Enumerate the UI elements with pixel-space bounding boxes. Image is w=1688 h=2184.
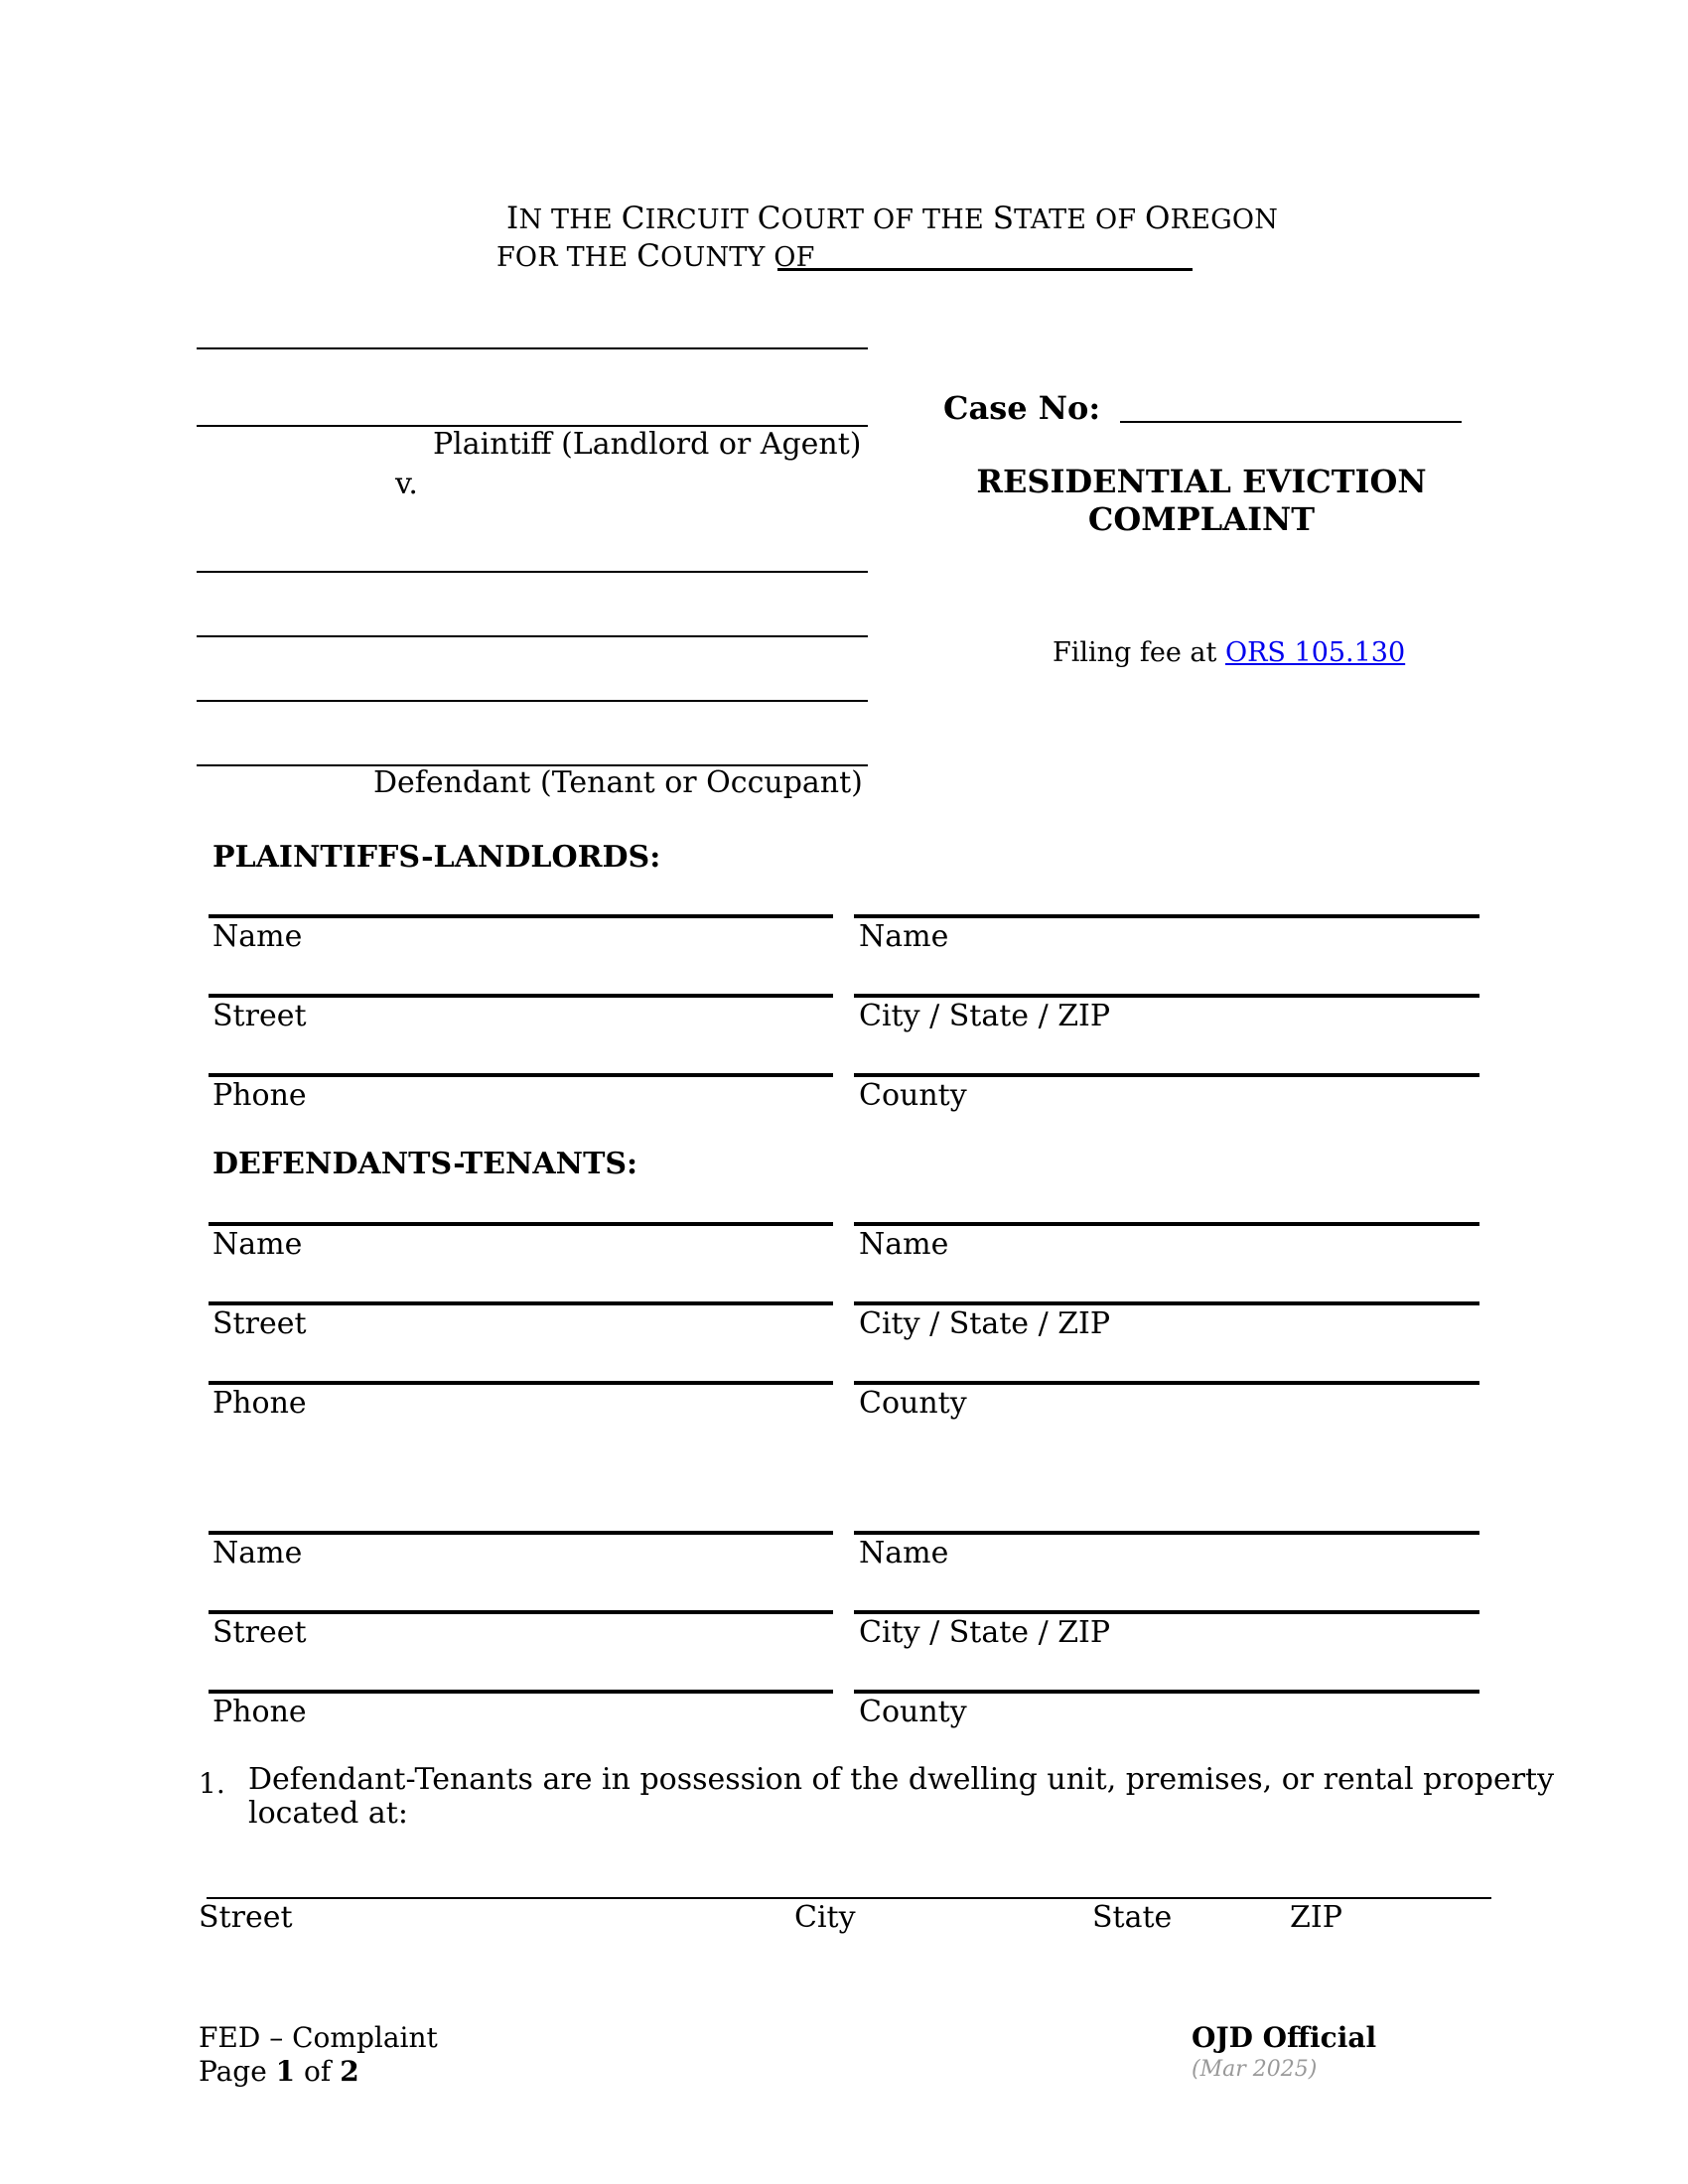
item1-text-line-1: Defendant-Tenants are in possession of the dwelling unit, premises, or rental property — [248, 1762, 1555, 1797]
document-title-line-1: RESIDENTIAL EVICTION — [976, 463, 1427, 500]
defendant2-county-label: County — [859, 1695, 967, 1729]
plaintiff-city-label: City / State / ZIP — [859, 999, 1111, 1033]
defendant2-name-label: Name — [212, 1536, 303, 1570]
plaintiff-name-line-1[interactable] — [197, 347, 868, 349]
defendant2-name-line-right[interactable] — [854, 1531, 1479, 1535]
plaintiffs-heading: PLAINTIFFS-LANDLORDS: — [212, 840, 661, 875]
page-current: 1 — [275, 2055, 296, 2088]
footer-right — [1192, 2021, 1376, 2085]
court-header-initial: O — [1145, 201, 1171, 236]
defendant1-county-label: County — [859, 1386, 967, 1421]
plaintiff-name-line[interactable] — [209, 914, 833, 918]
item1-number: 1. — [199, 1767, 225, 1800]
defendant1-street-line[interactable] — [209, 1301, 833, 1305]
document-title-line-2: COMPLAINT — [1087, 500, 1316, 538]
court-header-text: OURT OF THE — [780, 205, 993, 235]
footer-form-name: FED – Complaint — [199, 2021, 438, 2054]
defendant1-name-label-right: Name — [859, 1227, 949, 1262]
plaintiff-label: Plaintiff (Landlord or Agent) — [433, 427, 862, 462]
court-header-line2 — [496, 238, 815, 274]
plaintiff-phone-label: Phone — [212, 1078, 307, 1113]
defendant2-phone-line[interactable] — [209, 1690, 833, 1694]
item1-text — [248, 1763, 1554, 1831]
plaintiff-name-line-right[interactable] — [854, 914, 1479, 918]
defendant1-street-label: Street — [212, 1306, 307, 1341]
plaintiff-street-line[interactable] — [209, 994, 833, 998]
page-of: of — [295, 2055, 341, 2088]
plaintiff-street-label: Street — [212, 999, 307, 1033]
court-header-text: REGON — [1170, 205, 1279, 235]
filing-fee-note — [1053, 637, 1405, 668]
ors-link[interactable]: ORS 105.130 — [1224, 637, 1406, 668]
defendant2-name-label-right: Name — [859, 1536, 949, 1570]
plaintiff-phone-line[interactable] — [209, 1073, 833, 1077]
plaintiff-city-line[interactable] — [854, 994, 1479, 998]
defendant1-city-line[interactable] — [854, 1301, 1479, 1305]
defendant2-phone-label: Phone — [212, 1695, 307, 1729]
item1-text-line-2: located at: — [248, 1796, 408, 1831]
defendant2-street-label: Street — [212, 1615, 307, 1650]
property-address-line[interactable] — [207, 1897, 1491, 1899]
defendant1-name-label: Name — [212, 1227, 303, 1262]
defendant2-city-label: City / State / ZIP — [859, 1615, 1111, 1650]
county-prefix: FOR THE — [496, 242, 637, 273]
footer-date: (Mar 2025) — [1192, 2057, 1318, 2082]
footer-left — [199, 2021, 438, 2089]
court-header-initial: S — [992, 201, 1015, 236]
plaintiff-name-label: Name — [212, 919, 303, 954]
footer-official: OJD Official — [1192, 2021, 1377, 2054]
plaintiff-county-label: County — [859, 1078, 967, 1113]
court-header-line1 — [506, 201, 1278, 236]
defendant2-city-line[interactable] — [854, 1610, 1479, 1614]
document-title — [953, 463, 1450, 538]
versus-label: v. — [395, 467, 418, 501]
court-header-initial: I — [506, 201, 519, 236]
case-number-input-line[interactable] — [1120, 421, 1462, 423]
defendant1-name-line[interactable] — [209, 1222, 833, 1226]
defendant1-county-line[interactable] — [854, 1381, 1479, 1385]
defendant1-name-line-right[interactable] — [854, 1222, 1479, 1226]
defendant2-street-line[interactable] — [209, 1610, 833, 1614]
defendant-name-line-1[interactable] — [197, 571, 868, 573]
property-street-label: Street — [199, 1900, 293, 1935]
defendant1-city-label: City / State / ZIP — [859, 1306, 1111, 1341]
page-prefix: Page — [199, 2055, 276, 2088]
defendants-heading: DEFENDANTS-TENANTS: — [212, 1147, 638, 1181]
case-number-label: Case No: — [943, 389, 1101, 427]
defendant-name-line-2[interactable] — [197, 635, 868, 637]
plaintiff-name-label-right: Name — [859, 919, 949, 954]
court-header-initial: C — [621, 201, 645, 236]
property-city-label: City — [794, 1900, 856, 1935]
county-label: OUNTY OF — [660, 242, 815, 273]
defendant2-county-line[interactable] — [854, 1690, 1479, 1694]
court-header-initial: C — [757, 201, 781, 236]
defendant1-phone-label: Phone — [212, 1386, 307, 1421]
page-total: 2 — [340, 2055, 359, 2088]
property-state-label: State — [1092, 1900, 1173, 1935]
court-header-text: N THE — [518, 205, 622, 235]
property-zip-label: ZIP — [1290, 1900, 1342, 1935]
defendant-name-line-3[interactable] — [197, 700, 868, 702]
defendant-label: Defendant (Tenant or Occupant) — [373, 765, 863, 800]
footer-page-number — [199, 2055, 438, 2089]
defendant2-name-line[interactable] — [209, 1531, 833, 1535]
court-header-text: IRCUIT — [644, 205, 758, 235]
plaintiff-county-line[interactable] — [854, 1073, 1479, 1077]
defendant1-phone-line[interactable] — [209, 1381, 833, 1385]
filing-fee-text: Filing fee at — [1053, 637, 1217, 668]
county-input-line[interactable] — [777, 268, 1193, 271]
court-header-text: TATE OF — [1014, 205, 1146, 235]
county-initial: C — [636, 238, 661, 274]
